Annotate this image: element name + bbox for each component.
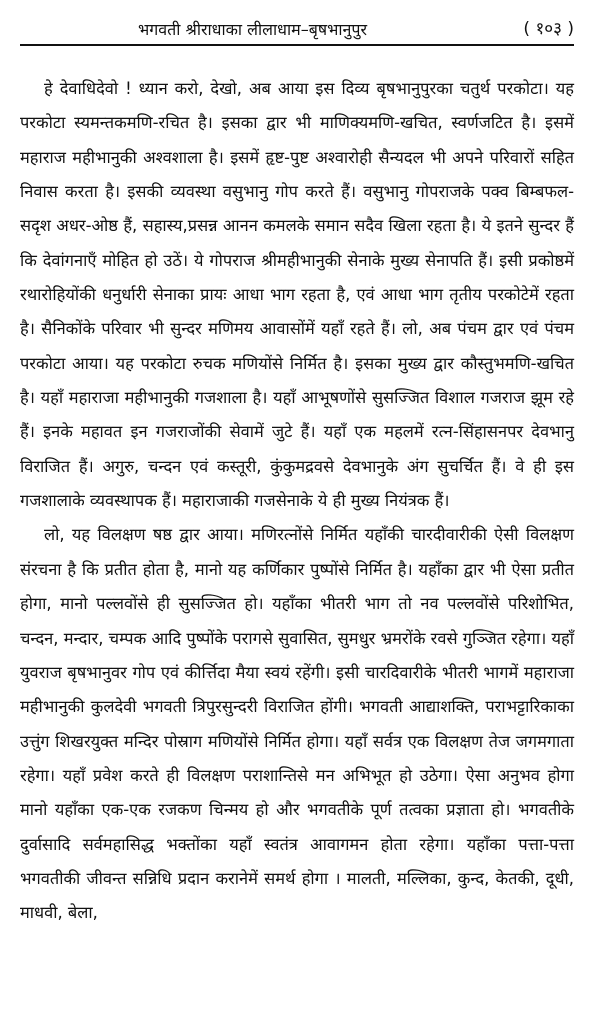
running-title: भगवती श्रीराधाका लीलाधाम–बृषभानुपुर xyxy=(138,20,367,39)
body-text xyxy=(20,72,574,931)
running-header xyxy=(20,16,574,46)
paragraph-1: हे देवाधिदेवो ! ध्यान करो, देखो, अब आया इस दिव्य बृषभानुपुरका चतुर्थ परकोटा। यह परकोटा स्यमन्तकमणि-रचित है। इसका द्वार भी माणिक्यमणि-खचित, स्वर्णजटित है। इसमें महाराज महीभानुकी अश्वशाला है। इसमें हृष्ट-पुष्ट अश्वारोही सैन्यदल भी अपने परिवारों सहित निवास करता है। इसकी व्यवस्था वसुभानु गोप करते हैं। वसुभानु गोपराजके पक्व बिम्बफल-सदृश अधर-ओष्ठ हैं, सहास्य,प्रसन्न आनन कमलके समान सदैव खिला रहता है। ये इतने सुन्दर हैं कि देवांगनाएँ मोहित हो उठें। ये गोपराज श्रीमहीभानुकी सेनाके मुख्य सेनापति हैं। इसी प्रकोष्ठमें रथारोहियोंकी धनुर्धारी सेनाका प्रायः आधा भाग रहता है, एवं आधा भाग तृतीय परकोटेमें रहता है। सैनिकोंके परिवार भी सुन्दर मणिमय आवासोंमें यहाँ रहते हैं। लो, अब पंचम द्वार एवं पंचम परकोटा आया। यह परकोटा रुचक मणियोंसे निर्मित है। इसका मुख्य द्वार कौस्तुभमणि-खचित है। यहाँ महाराजा महीभानुकी गजशाला है। यहाँ आभूषणोंसे सुसज्जित विशाल गजराज झूम रहे हैं। इनके महावत इन गजराजोंकी सेवामें जुटे हैं। यहाँ एक महलमें रत्न-सिंहासनपर देवभानु विराजित हैं। अगुरु, चन्दन एवं कस्तूरी, कुंकुमद्रवसे देवभानुके अंग सुचर्चित हैं। वे ही इस गजशालाके व्यवस्थापक हैं। महाराजाकी गजसेनाके ये ही मुख्य नियंत्रक हैं। xyxy=(20,79,574,511)
page-number: ( १०३ ) xyxy=(523,19,574,39)
paragraph-2: लो, यह विलक्षण षष्ठ द्वार आया। मणिरत्नोंसे निर्मित यहाँकी चारदीवारीकी ऐसी विलक्षण संरचना है कि प्रतीत होता है, मानो यह कर्णिकार पुष्पोंसे निर्मित है। यहाँका द्वार भी ऐसा प्रतीत होगा, मानो पल्लवोंसे ही सुसज्जित हो। यहाँका भीतरी भाग तो नव पल्लवोंसे परिशोभित, चन्दन, मन्दार, चम्पक आदि पुष्पोंके परागसे सुवासित, सुमधुर भ्रमरोंके रवसे गुञ्जित रहेगा। यहाँ युवराज बृषभानुवर गोप एवं कीर्त्तिदा मैया स्वयं रहेंगी। इसी चारदिवारीके भीतरी भागमें महाराजा महीभानुकी कुलदेवी भगवती त्रिपुरसुन्दरी विराजित होंगी। भगवती आद्याशक्ति, पराभट्टारिकाका उत्तुंग शिखरयुक्त मन्दिर पोस्राग मणियोंसे निर्मित होगा। यहाँ सर्वत्र एक विलक्षण तेज जगमगाता रहेगा। यहाँ प्रवेश करते ही विलक्षण पराशान्तिसे मन अभिभूत हो उठेगा। ऐसा अनुभव होगा मानो यहाँका एक-एक रजकण चिन्मय हो और भगवतीके पूर्ण तत्वका प्रज्ञाता हो। भगवतीके दुर्वासादि सर्वमहासिद्ध भक्तोंका यहाँ स्वतंत्र आवागमन होता रहेगा। यहाँका पत्ता-पत्ता भगवतीकी जीवन्त सन्निधि प्रदान करानेमें समर्थ होगा । मालती, मल्लिका, कुन्द, केतकी, दूधी, माधवी, बेला, xyxy=(20,525,574,923)
